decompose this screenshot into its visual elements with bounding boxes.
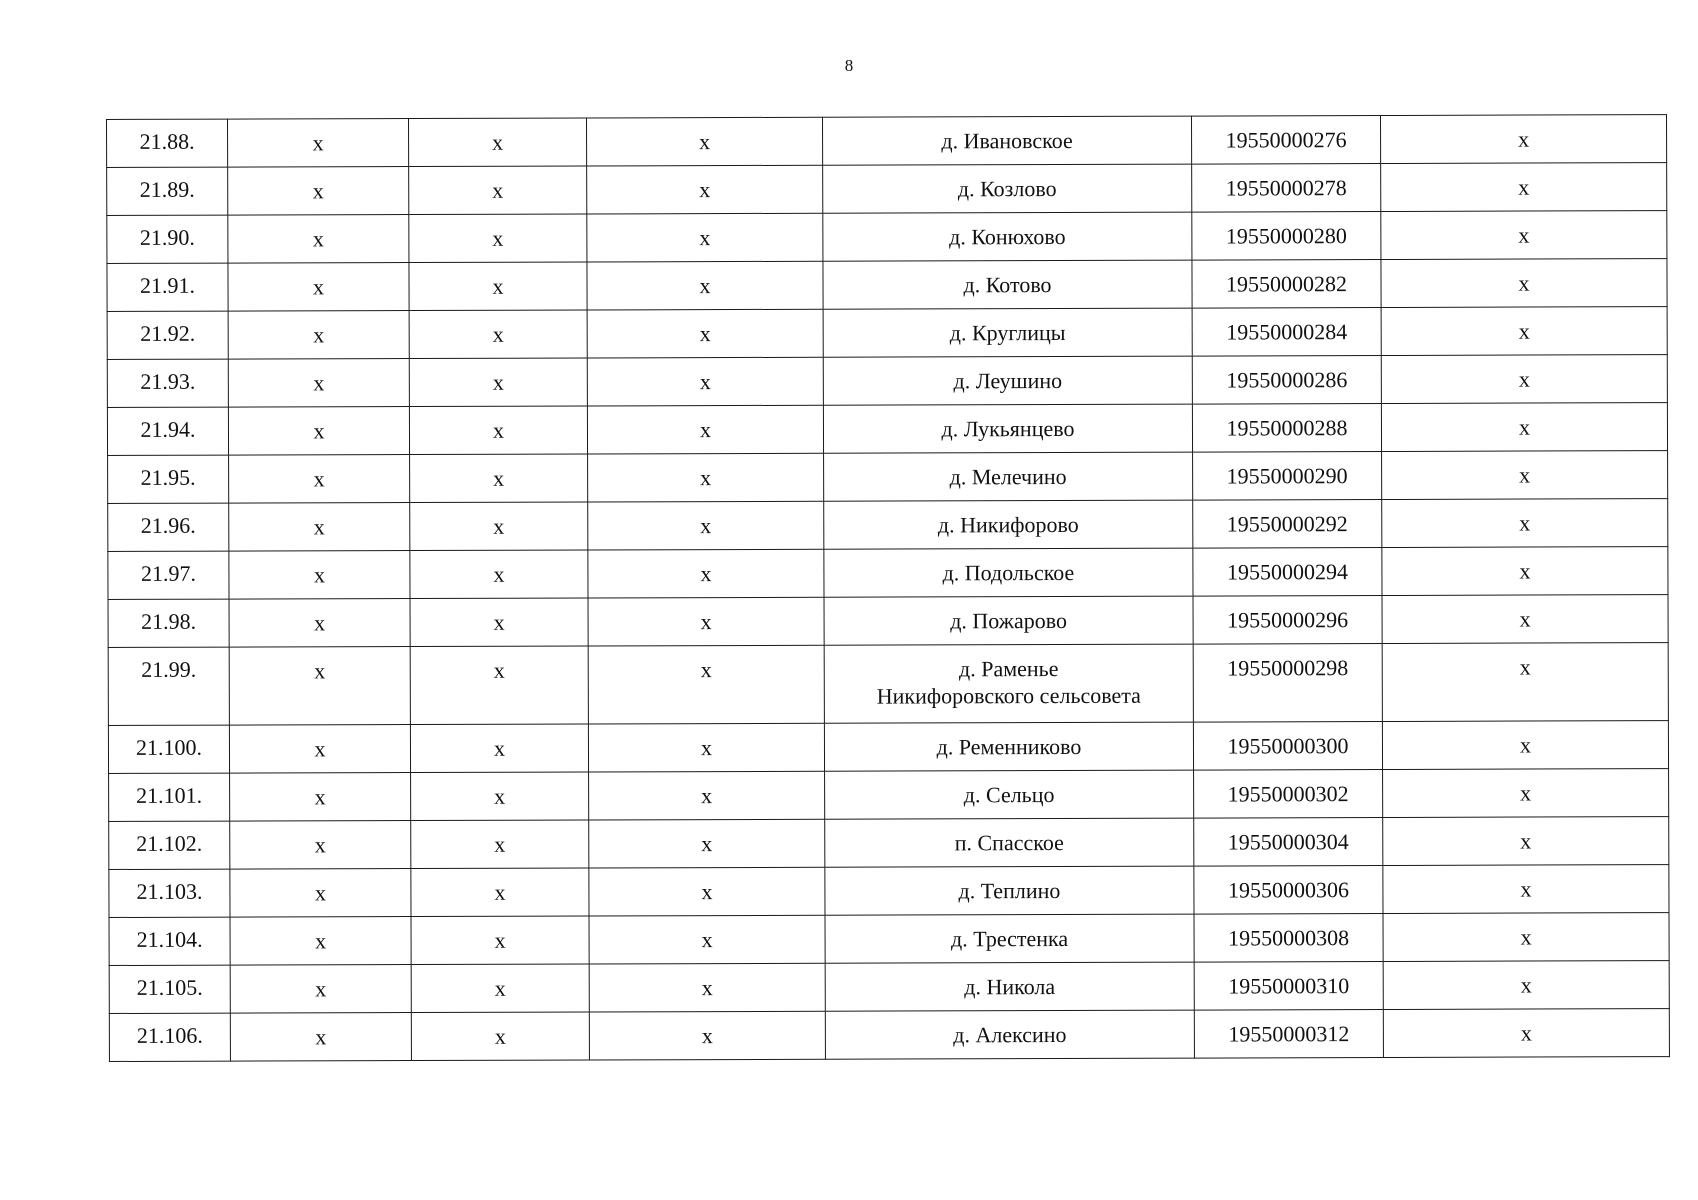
x-cell-d: x xyxy=(1381,403,1667,452)
settlement-name-cell: п. Спасское xyxy=(825,818,1194,867)
x-cell-d: x xyxy=(1383,769,1669,818)
settlement-name-cell: д. Леушино xyxy=(823,356,1192,405)
code-cell: 19550000312 xyxy=(1194,1009,1383,1058)
x-cell-d: x xyxy=(1381,211,1667,260)
row-number-cell: 21.95. xyxy=(108,455,229,503)
table-row xyxy=(108,451,1668,504)
x-cell-b: x xyxy=(410,598,588,647)
settlement-name-cell: д. Мелечино xyxy=(824,452,1193,501)
code-cell: 19550000298 xyxy=(1193,643,1382,722)
x-cell-c: x xyxy=(587,213,823,262)
table-row xyxy=(109,913,1669,966)
x-cell-c: x xyxy=(586,117,822,166)
x-cell-b: x xyxy=(410,646,588,725)
x-cell-b: x xyxy=(411,868,589,917)
x-cell-c: x xyxy=(589,915,825,964)
x-cell-b: x xyxy=(410,550,588,599)
x-cell-d: x xyxy=(1383,961,1669,1010)
table-row xyxy=(107,211,1667,264)
code-cell: 19550000294 xyxy=(1193,547,1382,596)
settlement-name-line-2: Никифоровского сельсовета xyxy=(876,682,1141,709)
x-cell-b: x xyxy=(410,454,588,503)
table-row xyxy=(109,817,1669,870)
x-cell-a: x xyxy=(228,215,409,264)
x-cell-b: x xyxy=(409,358,587,407)
x-cell-a: x xyxy=(230,1013,411,1062)
table-row xyxy=(107,307,1667,360)
row-number-cell: 21.104. xyxy=(109,917,230,965)
x-cell-d: x xyxy=(1383,1009,1669,1058)
code-cell: 19550000286 xyxy=(1192,355,1381,404)
row-number-cell: 21.98. xyxy=(108,599,229,647)
row-number-cell: 21.94. xyxy=(107,407,228,455)
settlement-name-cell: д. Алексино xyxy=(825,1010,1194,1059)
x-cell-c: x xyxy=(588,453,824,502)
settlement-name-cell xyxy=(824,644,1193,723)
x-cell-b: x xyxy=(409,118,587,167)
code-cell: 19550000284 xyxy=(1192,307,1381,356)
code-cell: 19550000306 xyxy=(1194,865,1383,914)
table-row xyxy=(109,865,1669,918)
settlement-name-cell: д. Сельцо xyxy=(825,770,1194,819)
settlement-name-cell: д. Круглицы xyxy=(823,308,1192,357)
x-cell-c: x xyxy=(587,309,823,358)
x-cell-a: x xyxy=(228,407,409,456)
row-number-cell: 21.105. xyxy=(109,965,230,1013)
x-cell-d: x xyxy=(1382,721,1668,770)
row-number-cell: 21.102. xyxy=(109,821,230,869)
x-cell-d: x xyxy=(1381,259,1667,308)
code-cell: 19550000300 xyxy=(1193,721,1382,770)
row-number-cell: 21.103. xyxy=(109,869,230,917)
settlements-table xyxy=(106,114,1670,1062)
x-cell-c: x xyxy=(589,867,825,916)
settlement-name-cell: д. Ременниково xyxy=(824,722,1193,771)
x-cell-a: x xyxy=(230,773,411,822)
row-number-cell: 21.92. xyxy=(107,311,228,359)
x-cell-b: x xyxy=(410,724,588,773)
page-number: 8 xyxy=(844,56,854,75)
code-cell: 19550000278 xyxy=(1192,163,1381,212)
code-cell: 19550000302 xyxy=(1194,769,1383,818)
code-cell: 19550000280 xyxy=(1192,211,1381,260)
row-number-cell: 21.97. xyxy=(108,551,229,599)
table-row xyxy=(108,643,1668,726)
x-cell-a: x xyxy=(228,167,409,216)
x-cell-b: x xyxy=(411,820,589,869)
x-cell-a: x xyxy=(230,869,411,918)
x-cell-a: x xyxy=(230,965,411,1014)
row-number-cell: 21.100. xyxy=(108,725,229,773)
x-cell-b: x xyxy=(410,502,588,551)
row-number-cell: 21.93. xyxy=(107,359,228,407)
x-cell-a: x xyxy=(229,551,410,600)
settlement-name-cell: д. Лукьянцево xyxy=(823,404,1192,453)
x-cell-d: x xyxy=(1380,115,1666,164)
code-cell: 19550000310 xyxy=(1194,961,1383,1010)
settlement-name-cell: д. Теплино xyxy=(825,866,1194,915)
table-row xyxy=(108,721,1668,774)
row-number-cell: 21.106. xyxy=(109,1013,230,1061)
x-cell-c: x xyxy=(589,1011,825,1060)
settlement-name-cell: д. Конюхово xyxy=(823,212,1192,261)
settlement-name-cell: д. Пожарово xyxy=(824,596,1193,645)
row-number-cell: 21.90. xyxy=(107,215,228,263)
row-number-cell: 21.91. xyxy=(107,263,228,311)
x-cell-b: x xyxy=(411,1012,589,1061)
settlement-name-cell: д. Никифорово xyxy=(824,500,1193,549)
x-cell-a: x xyxy=(230,821,411,870)
x-cell-c: x xyxy=(589,819,825,868)
row-number-cell: 21.96. xyxy=(108,503,229,551)
table-row xyxy=(109,961,1669,1014)
x-cell-d: x xyxy=(1381,355,1667,404)
x-cell-d: x xyxy=(1383,913,1669,962)
x-cell-d: x xyxy=(1382,643,1668,722)
x-cell-a: x xyxy=(229,725,410,774)
x-cell-d: x xyxy=(1381,307,1667,356)
table-row xyxy=(108,547,1668,600)
settlement-name-line-1: д. Раменье xyxy=(958,656,1059,682)
x-cell-b: x xyxy=(409,406,587,455)
x-cell-b: x xyxy=(411,772,589,821)
x-cell-b: x xyxy=(409,166,587,215)
x-cell-a: x xyxy=(229,599,410,648)
table-row xyxy=(107,163,1667,216)
table-row xyxy=(107,115,1667,168)
settlement-name-cell: д. Ивановское xyxy=(822,116,1191,165)
x-cell-a: x xyxy=(229,503,410,552)
x-cell-a: x xyxy=(230,917,411,966)
x-cell-d: x xyxy=(1382,595,1668,644)
x-cell-d: x xyxy=(1383,817,1669,866)
row-number-cell: 21.99. xyxy=(108,647,229,725)
x-cell-b: x xyxy=(409,310,587,359)
settlement-name-cell: д. Козлово xyxy=(823,164,1192,213)
x-cell-d: x xyxy=(1381,163,1667,212)
code-cell: 19550000296 xyxy=(1193,595,1382,644)
x-cell-d: x xyxy=(1382,547,1668,596)
x-cell-c: x xyxy=(589,963,825,1012)
x-cell-a: x xyxy=(228,311,409,360)
x-cell-c: x xyxy=(588,597,824,646)
x-cell-b: x xyxy=(411,916,589,965)
code-cell: 19550000292 xyxy=(1193,499,1382,548)
row-number-cell: 21.88. xyxy=(107,119,228,167)
x-cell-c: x xyxy=(588,501,824,550)
table-row xyxy=(109,1009,1669,1062)
table-row xyxy=(108,595,1668,648)
table-body xyxy=(107,115,1670,1062)
code-cell: 19550000308 xyxy=(1194,913,1383,962)
x-cell-d: x xyxy=(1382,499,1668,548)
x-cell-c: x xyxy=(587,261,823,310)
table-row xyxy=(107,355,1667,408)
settlement-name-cell: д. Никола xyxy=(825,962,1194,1011)
code-cell: 19550000282 xyxy=(1192,259,1381,308)
table-row xyxy=(107,403,1667,456)
code-cell: 19550000276 xyxy=(1191,115,1380,164)
settlement-name-cell: д. Трестенка xyxy=(825,914,1194,963)
table-row xyxy=(107,259,1667,312)
x-cell-d: x xyxy=(1382,451,1668,500)
x-cell-c: x xyxy=(588,549,824,598)
settlement-name-cell: д. Котово xyxy=(823,260,1192,309)
code-cell: 19550000288 xyxy=(1192,403,1381,452)
x-cell-c: x xyxy=(587,165,823,214)
x-cell-c: x xyxy=(588,645,824,724)
code-cell: 19550000290 xyxy=(1193,451,1382,500)
x-cell-c: x xyxy=(587,405,823,454)
x-cell-a: x xyxy=(228,263,409,312)
x-cell-a: x xyxy=(229,455,410,504)
x-cell-a: x xyxy=(229,647,410,726)
x-cell-a: x xyxy=(228,359,409,408)
table-row xyxy=(108,499,1668,552)
settlement-name-cell: д. Подольское xyxy=(824,548,1193,597)
x-cell-b: x xyxy=(409,214,587,263)
table-row xyxy=(109,769,1669,822)
x-cell-c: x xyxy=(589,771,825,820)
x-cell-b: x xyxy=(411,964,589,1013)
code-cell: 19550000304 xyxy=(1194,817,1383,866)
x-cell-c: x xyxy=(587,357,823,406)
x-cell-c: x xyxy=(588,723,824,772)
x-cell-d: x xyxy=(1383,865,1669,914)
x-cell-b: x xyxy=(409,262,587,311)
x-cell-a: x xyxy=(228,119,409,168)
row-number-cell: 21.89. xyxy=(107,167,228,215)
row-number-cell: 21.101. xyxy=(109,773,230,821)
